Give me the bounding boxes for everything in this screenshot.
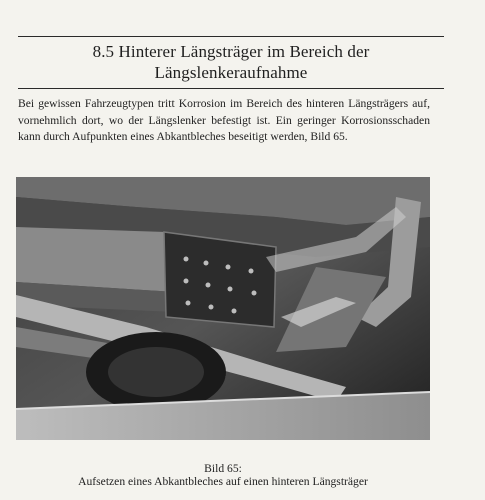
section-title-line2: Längslenkeraufnahme: [154, 63, 308, 82]
heading-rule-top: [18, 36, 444, 37]
figure-caption: Aufsetzen eines Abkantbleches auf einen hinteren Längsträger: [78, 475, 368, 488]
section-number: 8.5: [92, 42, 115, 61]
body-paragraph: Bei gewissen Fahrzeugtypen tritt Korrosion im Bereich des hinteren Längsträgers auf, vornehmlich dort, wo der Längslenker befestigt ist. Ein geringer Korrosionsschaden kann durch Aufpunkten eines Abkantbleches beseitigt werden, Bild 65.: [18, 97, 430, 143]
heading-rule-bottom: [18, 88, 444, 89]
section-title-line1: Hinterer Längsträger im Bereich der: [118, 42, 370, 61]
figure-photo: [16, 177, 430, 440]
figure-label: Bild 65:: [204, 462, 242, 475]
section-heading-line1: [18, 41, 444, 62]
